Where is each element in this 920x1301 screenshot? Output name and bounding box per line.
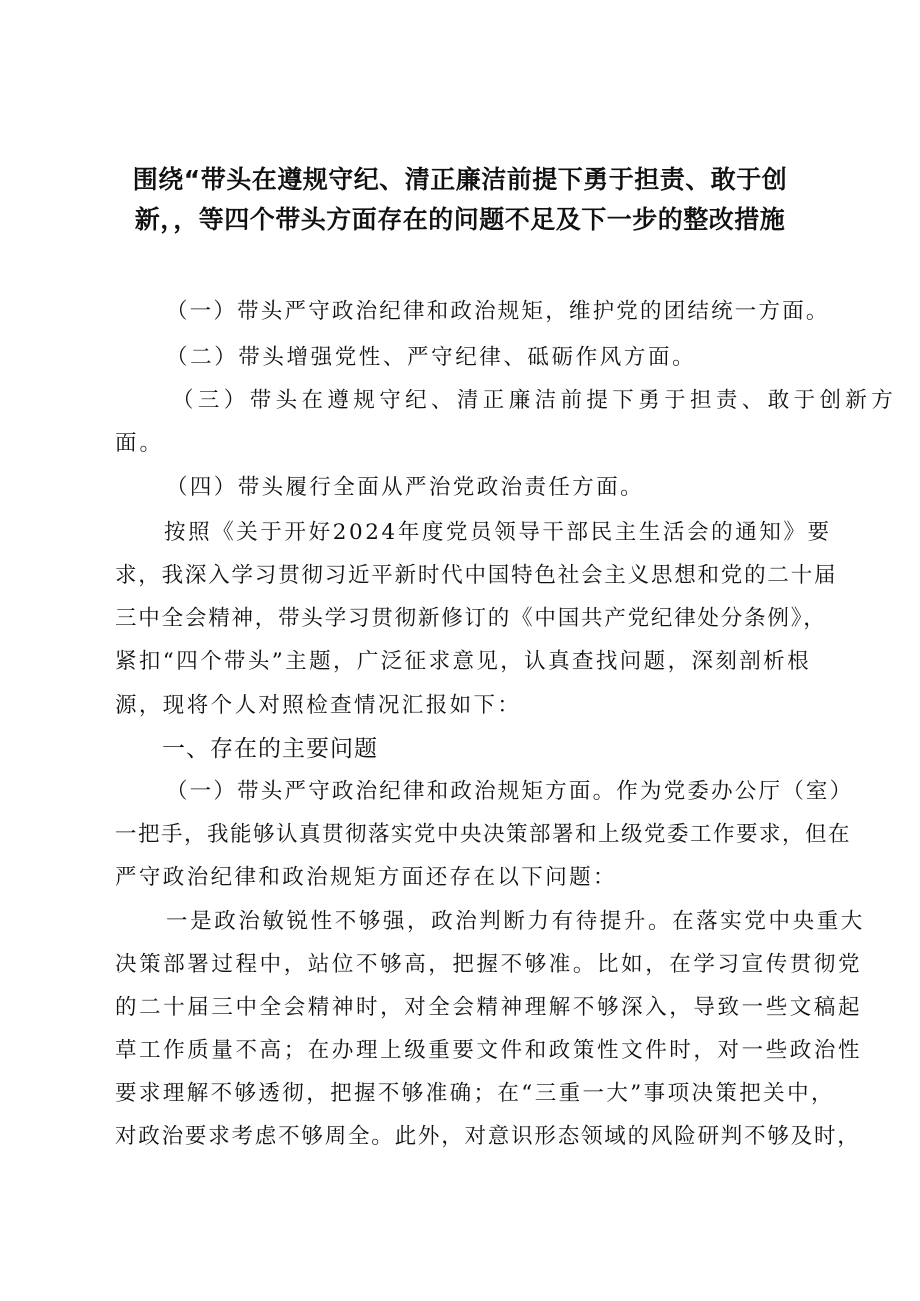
aspect-line-3-cont: 面。 bbox=[115, 431, 165, 456]
document-title-line-2: 新，，等四个带头方面存在的问题不足及下一步的整改措施 bbox=[134, 205, 786, 234]
section-one-line-3: 严守政治纪律和政治规矩方面还存在以下问题： bbox=[115, 865, 617, 890]
section-one-line-2: 一把手，我能够认真贯彻落实党中央决策部署和上级党委工作要求，但在 bbox=[115, 822, 852, 847]
section-heading: 一、存在的主要问题 bbox=[162, 736, 378, 762]
point-one-line-1: 一是政治敏锐性不够强，政治判断力有待提升。在落实党中央重大 bbox=[166, 909, 865, 934]
aspect-line-4: （四）带头履行全面从严治党政治责任方面。 bbox=[166, 475, 645, 500]
point-one-line-6: 对政治要求考虑不够周全。此外，对意识形态领域的风险研判不够及时， bbox=[115, 1124, 861, 1149]
point-one-line-5: 要求理解不够透彻，把握不够准确；在“三重一大”事项决策把关中， bbox=[115, 1081, 835, 1106]
intro-line-5: 源，现将个人对照检查情况汇报如下： bbox=[115, 693, 522, 718]
intro-line-4: 紧扣“四个带头”主题，广泛征求意见，认真查找问题，深刻剖析根 bbox=[115, 649, 811, 674]
aspect-line-1: （一）带头严守政治纪律和政治规矩，维护党的团结统一方面。 bbox=[166, 299, 830, 324]
point-one-line-2: 决策部署过程中，站位不够高，把握不够准。比如，在学习宣传贯彻党 bbox=[115, 952, 863, 977]
aspect-line-3: （三）带头在遵规守纪、清正廉洁前提下勇于担责、敢于创新方 bbox=[172, 388, 898, 413]
point-one-line-4: 草工作质量不高；在办理上级重要文件和政策性文件时，对一些政治性 bbox=[115, 1038, 863, 1063]
aspect-line-2: （二）带头增强党性、严守纪律、砥砺作风方面。 bbox=[166, 345, 697, 370]
document-title-line-1: 围绕“带头在遵规守纪、清正廉洁前提下勇于担责、敢于创 bbox=[132, 165, 788, 194]
intro-line-3: 三中全会精神，带头学习贯彻新修订的《中国共产党纪律处分条例》， bbox=[115, 606, 827, 631]
intro-line-2: 求，我深入学习贯彻习近平新时代中国特色社会主义思想和党的二十届 bbox=[115, 563, 838, 588]
intro-line-1: 按照《关于开好2024年度党员领导干部民主生活会的通知》要 bbox=[164, 520, 832, 545]
point-one-line-3: 的二十届三中全会精神时，对全会精神理解不够深入，导致一些文稿起 bbox=[115, 995, 863, 1020]
section-one-line-1: （一）带头严守政治纪律和政治规矩方面。作为党委办公厅（室） bbox=[166, 779, 854, 804]
